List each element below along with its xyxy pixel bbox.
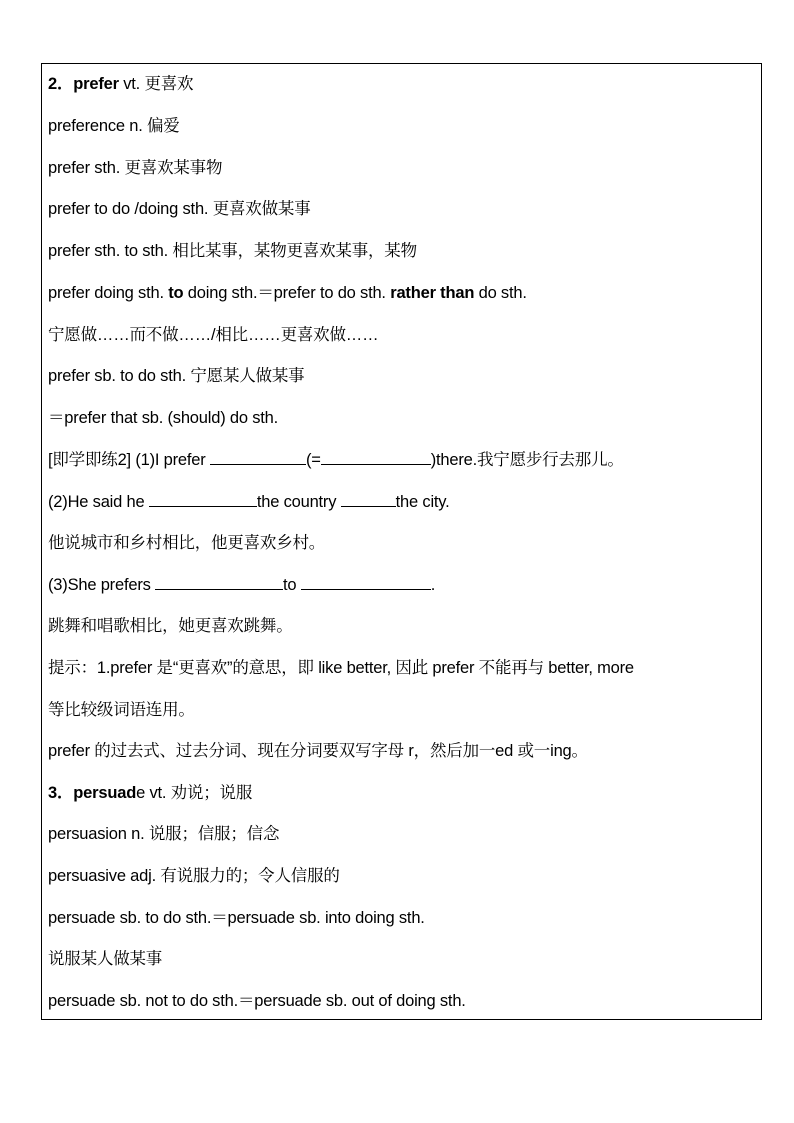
pattern-cn-line: 宁愿做……而不做……/相比……更喜欢做…… xyxy=(48,326,379,344)
exercise-2-cn: 他说城市和乡村相比，他更喜欢乡村。 xyxy=(48,534,326,552)
tip-line-2: 等比较级词语连用。 xyxy=(48,701,195,719)
tip-line-1: 提示：1.prefer 是“更喜欢”的意思，即 like better, 因此 prefer 不能再与 better, more xyxy=(48,659,634,677)
prefer-sth-line: prefer sth. 更喜欢某事物 xyxy=(48,159,223,177)
prefer-sb-line: prefer sb. to do sth. 宁愿某人做某事 xyxy=(48,367,305,385)
answer-blank[interactable] xyxy=(301,574,431,590)
persuasive-line: persuasive adj. 有说服力的；令人信服的 xyxy=(48,867,340,885)
persuade-outof-line: persuade sb. not to do sth.＝persuade sb. out of doing sth. xyxy=(48,992,466,1010)
persuade-into-line: persuade sb. to do sth.＝persuade sb. into doing sth. xyxy=(48,909,425,927)
word2-heading: 2．prefer vt. 更喜欢 xyxy=(48,75,194,93)
exercise-3: (3)She prefers to . xyxy=(48,576,436,594)
exercise-2: (2)He said he the country the city. xyxy=(48,493,450,511)
persuasion-line: persuasion n. 说服；信服；信念 xyxy=(48,825,280,843)
answer-blank[interactable] xyxy=(341,491,396,507)
exercise-1: [即学即练2] (1)I prefer (= )there.我宁愿步行去那儿。 xyxy=(48,451,624,469)
answer-blank[interactable] xyxy=(149,491,257,507)
preference-line: preference n. 偏爱 xyxy=(48,117,180,135)
prefer-to-line: prefer sth. to sth. 相比某事，某物更喜欢某事，某物 xyxy=(48,242,417,260)
answer-blank[interactable] xyxy=(210,449,306,465)
exercise-3-cn: 跳舞和唱歌相比，她更喜欢跳舞。 xyxy=(48,617,293,635)
pattern-line: prefer doing sth. to doing sth.＝prefer to do sth. rather than do sth. xyxy=(48,284,527,302)
word3-heading: 3．persuade vt. 劝说；说服 xyxy=(48,784,253,802)
persuade-into-cn-line: 说服某人做某事 xyxy=(48,950,163,968)
prefer-todo-line: prefer to do /doing sth. 更喜欢做某事 xyxy=(48,200,311,218)
prefer-that-line: ＝prefer that sb. (should) do sth. xyxy=(48,409,279,427)
answer-blank[interactable] xyxy=(155,574,283,590)
answer-blank[interactable] xyxy=(321,449,431,465)
tip-line-3: prefer 的过去式、过去分词、现在分词要双写字母 r，然后加一ed 或一ing。 xyxy=(48,742,588,760)
